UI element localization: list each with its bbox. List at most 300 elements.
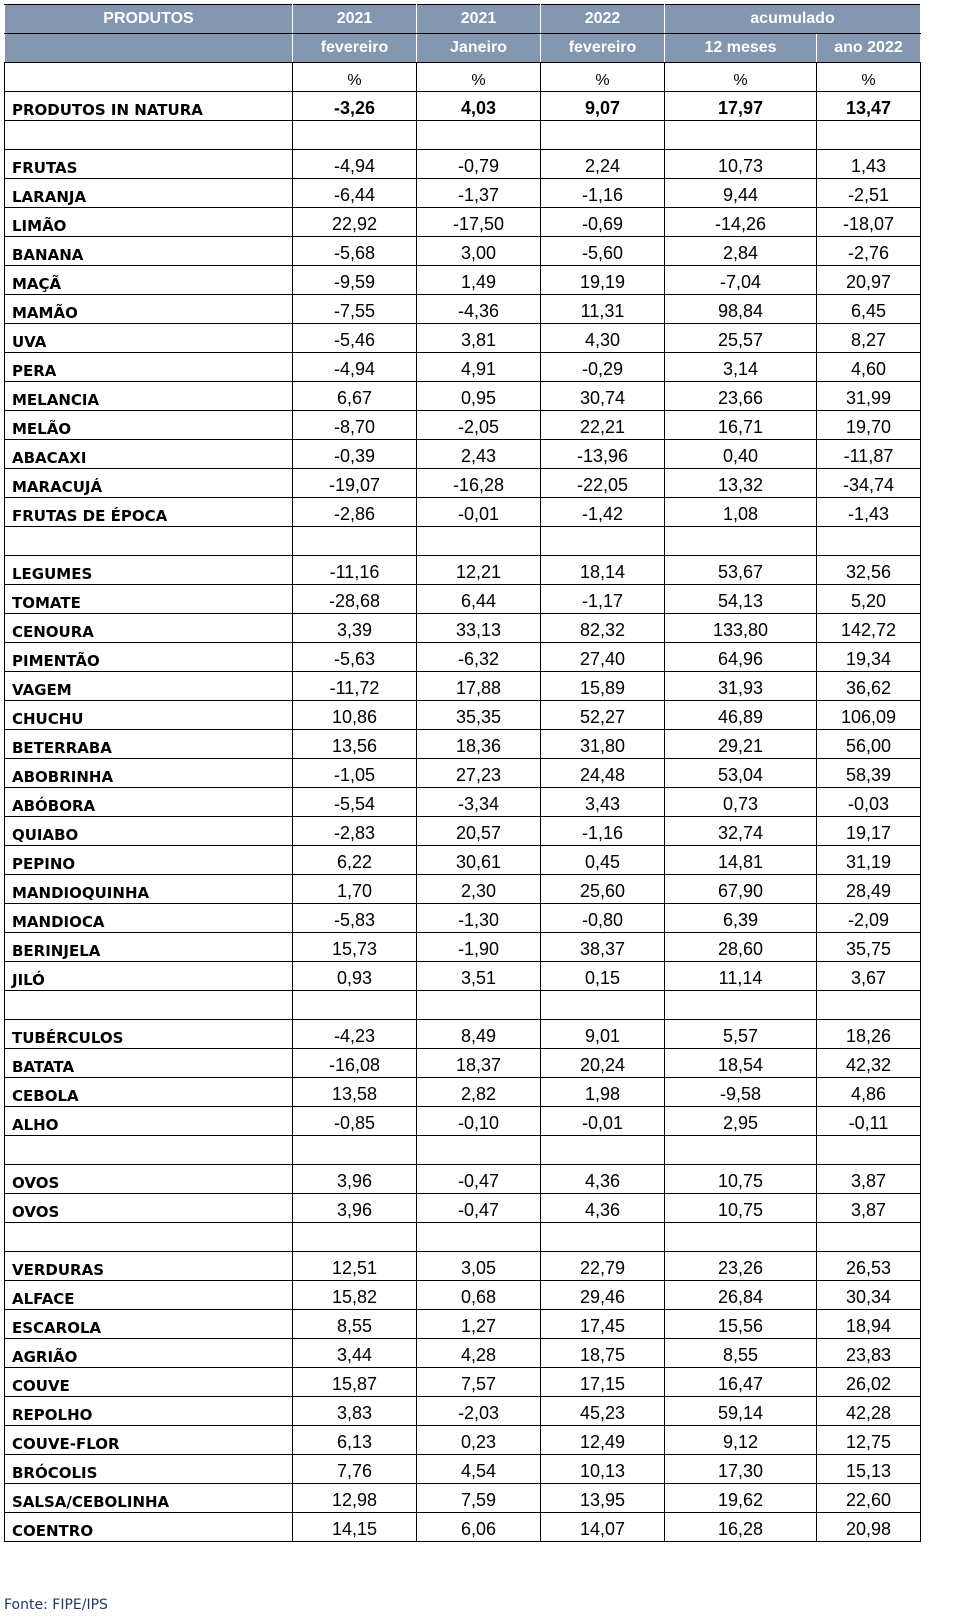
table-row [5,1513,921,1542]
product-name: BERINJELA [5,933,293,962]
value-cell: -0,79 [417,150,541,179]
source-note: Fonte: FIPE/IPS [4,1597,108,1613]
value-cell: 31,99 [817,382,921,411]
value-cell: 29,46 [541,1281,665,1310]
value-cell: 36,62 [817,672,921,701]
value-cell: 26,84 [665,1281,817,1310]
table-row [5,411,921,440]
product-name: MANDIOQUINHA [5,875,293,904]
value-cell: -1,05 [293,759,417,788]
value-cell: -0,01 [417,498,541,527]
value-cell: 31,80 [541,730,665,759]
table-row [5,730,921,759]
table-row [5,1397,921,1426]
value-cell: -5,60 [541,237,665,266]
product-name: REPOLHO [5,1397,293,1426]
value-cell: -0,11 [817,1107,921,1136]
value-cell: -2,76 [817,237,921,266]
spacer-cell [817,1136,921,1165]
product-name: BRÓCOLIS [5,1455,293,1484]
value-cell: -11,72 [293,672,417,701]
spacer-row [5,991,921,1020]
table-row [5,498,921,527]
value-cell: 15,73 [293,933,417,962]
value-cell: 9,12 [665,1426,817,1455]
value-cell: 67,90 [665,875,817,904]
product-name: CHUCHU [5,701,293,730]
table-row [5,382,921,411]
product-name: CEBOLA [5,1078,293,1107]
value-cell: 6,06 [417,1513,541,1542]
value-cell: 13,56 [293,730,417,759]
value-cell: 16,28 [665,1513,817,1542]
value-cell: 24,48 [541,759,665,788]
header-year-2: 2021 [417,5,541,34]
unit-cell: % [293,63,417,92]
value-cell: 30,34 [817,1281,921,1310]
value-cell: -2,05 [417,411,541,440]
spacer-cell [5,1136,293,1165]
value-cell: 0,15 [541,962,665,991]
header-products: PRODUTOS [5,5,293,34]
product-name: CENOURA [5,614,293,643]
value-cell: 46,89 [665,701,817,730]
value-cell: -1,42 [541,498,665,527]
spacer-cell [665,1223,817,1252]
value-cell: -11,87 [817,440,921,469]
spacer-cell [417,1136,541,1165]
value-cell: 22,79 [541,1252,665,1281]
table-row [5,788,921,817]
table-row [5,1049,921,1078]
table-row [5,614,921,643]
value-cell: -19,07 [293,469,417,498]
value-cell: 42,28 [817,1397,921,1426]
value-cell: -1,17 [541,585,665,614]
product-name: MELÃO [5,411,293,440]
product-name: ALFACE [5,1281,293,1310]
value-cell: 8,49 [417,1020,541,1049]
value-cell: 38,37 [541,933,665,962]
value-cell: -2,86 [293,498,417,527]
header-month-1: fevereiro [293,34,417,63]
value-cell: 1,98 [541,1078,665,1107]
value-cell: 16,47 [665,1368,817,1397]
value-cell: 28,49 [817,875,921,904]
value-cell: 30,61 [417,846,541,875]
product-name: BATATA [5,1049,293,1078]
product-name: FRUTAS DE ÉPOCA [5,498,293,527]
table-row [5,150,921,179]
value-cell: 30,74 [541,382,665,411]
value-cell: 25,57 [665,324,817,353]
table-row [5,469,921,498]
spacer-cell [5,991,293,1020]
value-cell: 10,75 [665,1165,817,1194]
value-cell: -22,05 [541,469,665,498]
value-cell: 4,36 [541,1165,665,1194]
value-cell: 5,57 [665,1020,817,1049]
value-cell: 23,83 [817,1339,921,1368]
product-name: MELANCIA [5,382,293,411]
value-cell: -7,55 [293,295,417,324]
value-cell: -2,09 [817,904,921,933]
unit-cell: % [817,63,921,92]
value-cell: 31,93 [665,672,817,701]
value-cell: 2,95 [665,1107,817,1136]
product-name: BETERRABA [5,730,293,759]
value-cell: 11,14 [665,962,817,991]
value-cell: 9,44 [665,179,817,208]
value-cell: 59,14 [665,1397,817,1426]
product-name: MAÇÃ [5,266,293,295]
price-table-container [4,4,920,1542]
header-row-periods [5,34,921,63]
value-cell: -0,01 [541,1107,665,1136]
header-12-months: 12 meses [665,34,817,63]
value-cell: 1,49 [417,266,541,295]
value-cell: 25,60 [541,875,665,904]
value-cell: -0,69 [541,208,665,237]
value-cell: 16,71 [665,411,817,440]
spacer-cell [417,1223,541,1252]
product-name: AGRIÃO [5,1339,293,1368]
value-cell: 10,75 [665,1194,817,1223]
value-cell: -4,94 [293,150,417,179]
value-cell: 19,17 [817,817,921,846]
table-row [5,643,921,672]
value-cell: -5,83 [293,904,417,933]
value-cell: 26,53 [817,1252,921,1281]
value-cell: -16,28 [417,469,541,498]
value-cell: 15,13 [817,1455,921,1484]
table-row [5,1165,921,1194]
header-row-years [5,5,921,34]
product-name: OVOS [5,1165,293,1194]
value-cell: 4,28 [417,1339,541,1368]
spacer-cell [817,1223,921,1252]
product-name: VAGEM [5,672,293,701]
value-cell: 6,67 [293,382,417,411]
value-cell: 3,96 [293,1165,417,1194]
value-cell: 18,94 [817,1310,921,1339]
product-name: TUBÉRCULOS [5,1020,293,1049]
value-cell: -2,51 [817,179,921,208]
value-cell: 4,03 [417,92,541,121]
value-cell: -11,16 [293,556,417,585]
table-row [5,846,921,875]
value-cell: 3,00 [417,237,541,266]
table-row [5,817,921,846]
value-cell: 8,27 [817,324,921,353]
total-row [5,92,921,121]
value-cell: 42,32 [817,1049,921,1078]
value-cell: 3,51 [417,962,541,991]
value-cell: 3,87 [817,1194,921,1223]
value-cell: 1,43 [817,150,921,179]
value-cell: 19,62 [665,1484,817,1513]
product-name: SALSA/CEBOLINHA [5,1484,293,1513]
value-cell: 10,73 [665,150,817,179]
header-year-1: 2021 [293,5,417,34]
value-cell: 3,81 [417,324,541,353]
product-name: JILÓ [5,962,293,991]
product-name: ALHO [5,1107,293,1136]
value-cell: 11,31 [541,295,665,324]
value-cell: 23,26 [665,1252,817,1281]
spacer-cell [665,1136,817,1165]
value-cell: -18,07 [817,208,921,237]
value-cell: -1,16 [541,179,665,208]
value-cell: 33,13 [417,614,541,643]
unit-cell: % [417,63,541,92]
value-cell: -0,85 [293,1107,417,1136]
spacer-cell [541,991,665,1020]
value-cell: 29,21 [665,730,817,759]
table-row [5,1194,921,1223]
value-cell: 8,55 [293,1310,417,1339]
value-cell: -0,47 [417,1165,541,1194]
value-cell: 98,84 [665,295,817,324]
value-cell: 22,21 [541,411,665,440]
unit-empty [5,63,293,92]
table-row [5,875,921,904]
value-cell: 18,26 [817,1020,921,1049]
table-row [5,1252,921,1281]
header-accumulated: acumulado [665,5,921,34]
value-cell: 17,45 [541,1310,665,1339]
table-row [5,179,921,208]
value-cell: 1,70 [293,875,417,904]
product-name: OVOS [5,1194,293,1223]
value-cell: 12,49 [541,1426,665,1455]
table-row [5,1310,921,1339]
value-cell: -1,43 [817,498,921,527]
spacer-cell [817,991,921,1020]
spacer-cell [541,1136,665,1165]
value-cell: 14,81 [665,846,817,875]
value-cell: 4,86 [817,1078,921,1107]
value-cell: 2,84 [665,237,817,266]
table-row [5,1484,921,1513]
value-cell: 18,75 [541,1339,665,1368]
value-cell: 13,47 [817,92,921,121]
product-name: LARANJA [5,179,293,208]
value-cell: -2,83 [293,817,417,846]
value-cell: 9,07 [541,92,665,121]
value-cell: 7,76 [293,1455,417,1484]
product-name: ABOBRINHA [5,759,293,788]
value-cell: 19,34 [817,643,921,672]
value-cell: 28,60 [665,933,817,962]
value-cell: 3,67 [817,962,921,991]
value-cell: 14,15 [293,1513,417,1542]
value-cell: 18,14 [541,556,665,585]
value-cell: 13,58 [293,1078,417,1107]
value-cell: -28,68 [293,585,417,614]
value-cell: -6,32 [417,643,541,672]
value-cell: 58,39 [817,759,921,788]
value-cell: 18,37 [417,1049,541,1078]
value-cell: -5,46 [293,324,417,353]
value-cell: 56,00 [817,730,921,759]
value-cell: 15,82 [293,1281,417,1310]
value-cell: 7,59 [417,1484,541,1513]
product-name: LEGUMES [5,556,293,585]
value-cell: 8,55 [665,1339,817,1368]
table-row [5,1368,921,1397]
spacer-cell [293,121,417,150]
value-cell: 15,87 [293,1368,417,1397]
value-cell: -14,26 [665,208,817,237]
table-row [5,933,921,962]
product-name: PEPINO [5,846,293,875]
value-cell: 0,68 [417,1281,541,1310]
header-month-2: Janeiro [417,34,541,63]
product-name: COENTRO [5,1513,293,1542]
product-name: BANANA [5,237,293,266]
value-cell: 2,24 [541,150,665,179]
value-cell: 0,45 [541,846,665,875]
value-cell: 13,32 [665,469,817,498]
value-cell: 20,98 [817,1513,921,1542]
value-cell: 3,39 [293,614,417,643]
product-name: COUVE [5,1368,293,1397]
value-cell: 20,57 [417,817,541,846]
value-cell: -3,34 [417,788,541,817]
value-cell: 17,97 [665,92,817,121]
spacer-cell [541,121,665,150]
product-name: ABACAXI [5,440,293,469]
value-cell: -4,36 [417,295,541,324]
value-cell: 12,51 [293,1252,417,1281]
header-month-3: fevereiro [541,34,665,63]
table-row [5,701,921,730]
value-cell: -34,74 [817,469,921,498]
spacer-cell [293,1136,417,1165]
value-cell: 20,24 [541,1049,665,1078]
product-name: MAMÃO [5,295,293,324]
value-cell: 3,14 [665,353,817,382]
price-variation-table [4,4,921,1542]
value-cell: 3,05 [417,1252,541,1281]
value-cell: 15,56 [665,1310,817,1339]
value-cell: -0,29 [541,353,665,382]
table-row [5,1107,921,1136]
value-cell: 133,80 [665,614,817,643]
value-cell: 142,72 [817,614,921,643]
unit-cell: % [541,63,665,92]
value-cell: -16,08 [293,1049,417,1078]
value-cell: -17,50 [417,208,541,237]
value-cell: 27,23 [417,759,541,788]
value-cell: 13,95 [541,1484,665,1513]
value-cell: -1,37 [417,179,541,208]
spacer-cell [293,1223,417,1252]
value-cell: 19,19 [541,266,665,295]
table-row [5,1426,921,1455]
table-row [5,440,921,469]
table-row [5,353,921,382]
value-cell: -0,47 [417,1194,541,1223]
value-cell: 32,56 [817,556,921,585]
value-cell: 3,44 [293,1339,417,1368]
value-cell: 35,75 [817,933,921,962]
spacer-row [5,121,921,150]
spacer-cell [293,527,417,556]
table-row [5,904,921,933]
value-cell: 3,43 [541,788,665,817]
table-row [5,962,921,991]
table-row [5,556,921,585]
value-cell: 9,01 [541,1020,665,1049]
spacer-cell [541,1223,665,1252]
product-name: VERDURAS [5,1252,293,1281]
value-cell: -9,59 [293,266,417,295]
value-cell: 0,93 [293,962,417,991]
value-cell: 53,67 [665,556,817,585]
header-year-2022: ano 2022 [817,34,921,63]
value-cell: -8,70 [293,411,417,440]
header-empty [5,34,293,63]
table-row [5,1455,921,1484]
unit-row [5,63,921,92]
value-cell: 27,40 [541,643,665,672]
table-row [5,266,921,295]
value-cell: 64,96 [665,643,817,672]
unit-cell: % [665,63,817,92]
spacer-cell [5,121,293,150]
value-cell: 23,66 [665,382,817,411]
value-cell: 10,86 [293,701,417,730]
value-cell: -5,63 [293,643,417,672]
value-cell: 17,15 [541,1368,665,1397]
value-cell: -0,10 [417,1107,541,1136]
value-cell: 14,07 [541,1513,665,1542]
value-cell: 17,30 [665,1455,817,1484]
value-cell: -3,26 [293,92,417,121]
table-row [5,237,921,266]
table-row [5,585,921,614]
spacer-cell [5,1223,293,1252]
value-cell: -1,30 [417,904,541,933]
product-name: COUVE-FLOR [5,1426,293,1455]
value-cell: 19,70 [817,411,921,440]
value-cell: 31,19 [817,846,921,875]
header-year-3: 2022 [541,5,665,34]
value-cell: 35,35 [417,701,541,730]
value-cell: 82,32 [541,614,665,643]
value-cell: 54,13 [665,585,817,614]
value-cell: 4,91 [417,353,541,382]
product-name: PIMENTÃO [5,643,293,672]
value-cell: 6,13 [293,1426,417,1455]
value-cell: 3,83 [293,1397,417,1426]
spacer-row [5,1223,921,1252]
value-cell: 32,74 [665,817,817,846]
value-cell: 20,97 [817,266,921,295]
table-row [5,324,921,353]
value-cell: -0,39 [293,440,417,469]
value-cell: 4,54 [417,1455,541,1484]
value-cell: -6,44 [293,179,417,208]
product-name: PERA [5,353,293,382]
value-cell: 12,21 [417,556,541,585]
spacer-cell [5,527,293,556]
value-cell: 22,92 [293,208,417,237]
value-cell: 4,60 [817,353,921,382]
value-cell: 53,04 [665,759,817,788]
